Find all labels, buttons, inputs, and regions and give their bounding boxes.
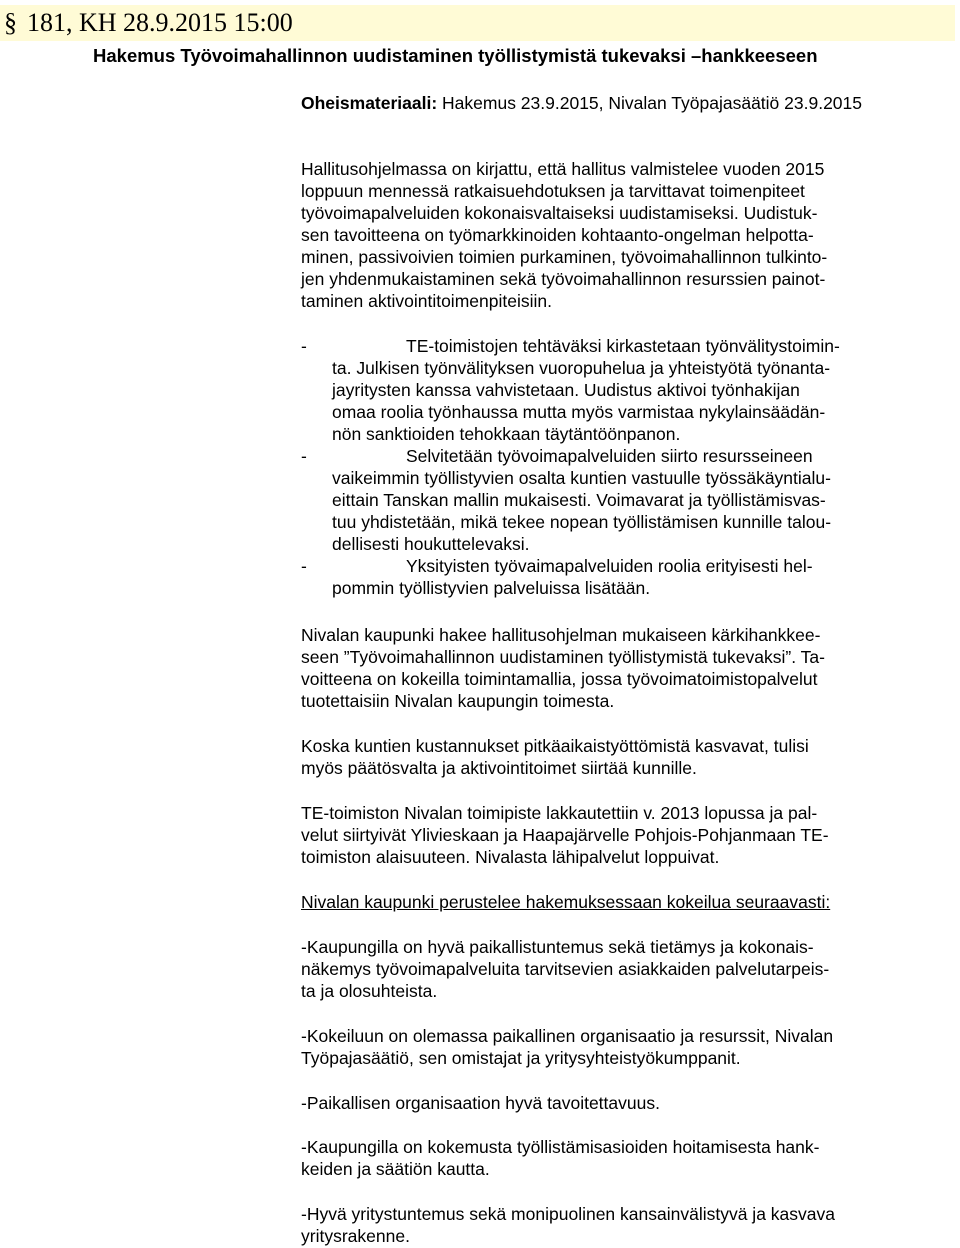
justification-item [301, 936, 901, 1002]
paragraph-costs [301, 735, 901, 779]
bullet-item [301, 335, 901, 445]
paragraph-line: näkemys työvoimapalveluita tarvitsevien asiakkaiden palvelutarpeis- [301, 959, 830, 979]
paragraph-line: velut siirtyivät Ylivieskaan ja Haapajärvelle Pohjois-Pohjanmaan TE- [301, 825, 829, 845]
justification-item [301, 1092, 901, 1114]
bullet-line: jayritysten kanssa vahvistetaan. Uudistus aktivoi työnhakijan [332, 380, 800, 400]
paragraph-line: myös päätösvalta ja aktivointitoimet siirtää kunnille. [301, 758, 697, 778]
intro-paragraph [301, 158, 901, 312]
intro-line: jen yhdenmukaistaminen sekä työvoimahallinnon resurssien painot- [301, 269, 826, 289]
paragraph-line: TE-toimiston Nivalan toimipiste lakkautettiin v. 2013 lopussa ja pal- [301, 803, 818, 823]
bullet-line: tuu yhdistetään, mikä tekee nopean työllistämisen kunnille talou- [332, 512, 832, 532]
paragraph-line: voitteena on kokeilla toimintamallia, jossa työvoimatoimistopalvelut [301, 669, 818, 689]
bullet-line: Selvitetään työvoimapalveluiden siirto resursseineen [406, 446, 813, 466]
justification-item [301, 1025, 901, 1069]
justification-item [301, 1136, 901, 1180]
paragraph-line: -Hyvä yritystuntemus sekä monipuolinen kansainvälistyvä ja kasvava [301, 1204, 835, 1224]
attachment-label: Oheismateriaali: [301, 93, 438, 113]
paragraph-te-office [301, 802, 901, 868]
bullet-line: ta. Julkisen työnvälityksen vuoropuhelua ja yhteistyötä työnanta- [332, 358, 831, 378]
intro-line: loppuun mennessä ratkaisuehdotuksen ja tarvittavat toimenpiteet [301, 181, 805, 201]
document-title: Hakemus Työvoimahallinnon uudistaminen työllistymistä tukevaksi –hankkeeseen [93, 45, 818, 66]
paragraph-line: -Kaupungilla on hyvä paikallistuntemus sekä tietämys ja kokonais- [301, 937, 814, 957]
paragraph-line: yritysrakenne. [301, 1226, 410, 1246]
bullet-line: vaikeimmin työllistyvien osalta kuntien vastuulle työssäkäyntialu- [332, 468, 831, 488]
paragraph-line: ta ja olosuhteista. [301, 981, 438, 1001]
bullet-line: Yksityisten työvaimapalveluiden roolia erityisesti hel- [406, 556, 813, 576]
bullet-line: eittain Tanskan mallin mukaisesti. Voimavarat ja työllistämisvas- [332, 490, 826, 510]
paragraph-line: keiden ja säätiön kautta. [301, 1159, 490, 1179]
section-header-text: 181, KH 28.9.2015 15:00 [27, 8, 293, 37]
bullet-dash: - [301, 336, 307, 356]
bullet-line: TE-toimistojen tehtäväksi kirkastetaan työnvälitystoimin- [406, 336, 840, 356]
justification-item [301, 1203, 901, 1247]
paragraph-line: Nivalan kaupunki perustelee hakemuksessaan kokeilua seuraavasti: [301, 892, 831, 912]
intro-line: sen tavoitteena on työmarkkinoiden kohtaanto-ongelman helpotta- [301, 225, 814, 245]
bullet-line: nön sanktioiden tehokkaan täytäntöönpanon. [332, 424, 681, 444]
paragraph-line: Nivalan kaupunki hakee hallitusohjelman mukaiseen kärkihankkee- [301, 625, 821, 645]
paragraph-line: -Kaupungilla on kokemusta työllistämisasioiden hoitamisesta hank- [301, 1137, 820, 1157]
attachment-text: Hakemus 23.9.2015, Nivalan Työpajasäätiö 23.9.2015 [437, 93, 862, 113]
bullet-item [301, 445, 901, 555]
intro-line: työvoimapalveluiden kokonaisvaltaiseksi uudistamiseksi. Uudistuk- [301, 203, 818, 223]
paragraph-line: -Kokeiluun on olemassa paikallinen organisaatio ja resurssit, Nivalan [301, 1026, 834, 1046]
bullet-list [301, 335, 901, 599]
paragraph-line: Koska kuntien kustannukset pitkäaikaistyöttömistä kasvavat, tulisi [301, 736, 809, 756]
paragraph-application [301, 624, 901, 712]
section-header [0, 5, 955, 41]
paragraph-line: toimiston alaisuuteen. Nivalasta lähipalvelut loppuivat. [301, 847, 720, 867]
attachment-note [301, 92, 901, 114]
paragraph-line: Työpajasäätiö, sen omistajat ja yritysyhteistyökumppanit. [301, 1048, 741, 1068]
intro-line: minen, passivoivien toimien purkaminen, työvoimahallinnon tulkinto- [301, 247, 828, 267]
paragraph-line: -Paikallisen organisaation hyvä tavoitettavuus. [301, 1093, 660, 1113]
bullet-line: pommin työllistyvien palveluissa lisätään. [332, 578, 651, 598]
bullet-dash: - [301, 556, 307, 576]
paragraph-line: seen ”Työvoimahallinnon uudistaminen työllistymistä tukevaksi”. Ta- [301, 647, 825, 667]
bullet-dash: - [301, 446, 307, 466]
intro-line: Hallitusohjelmassa on kirjattu, että hallitus valmistelee vuoden 2015 [301, 159, 825, 179]
bullet-line: omaa roolia työnhaussa mutta myös varmistaa nykylainsäädän- [332, 402, 826, 422]
bullet-item [301, 555, 901, 599]
intro-line: taminen aktivointitoimenpiteisiin. [301, 291, 552, 311]
paragraph-line: tuotettaisiin Nivalan kaupungin toimesta. [301, 691, 615, 711]
bullet-line: dellisesti houkuttelevaksi. [332, 534, 530, 554]
section-symbol: § [4, 8, 17, 37]
justification-heading [301, 891, 901, 913]
